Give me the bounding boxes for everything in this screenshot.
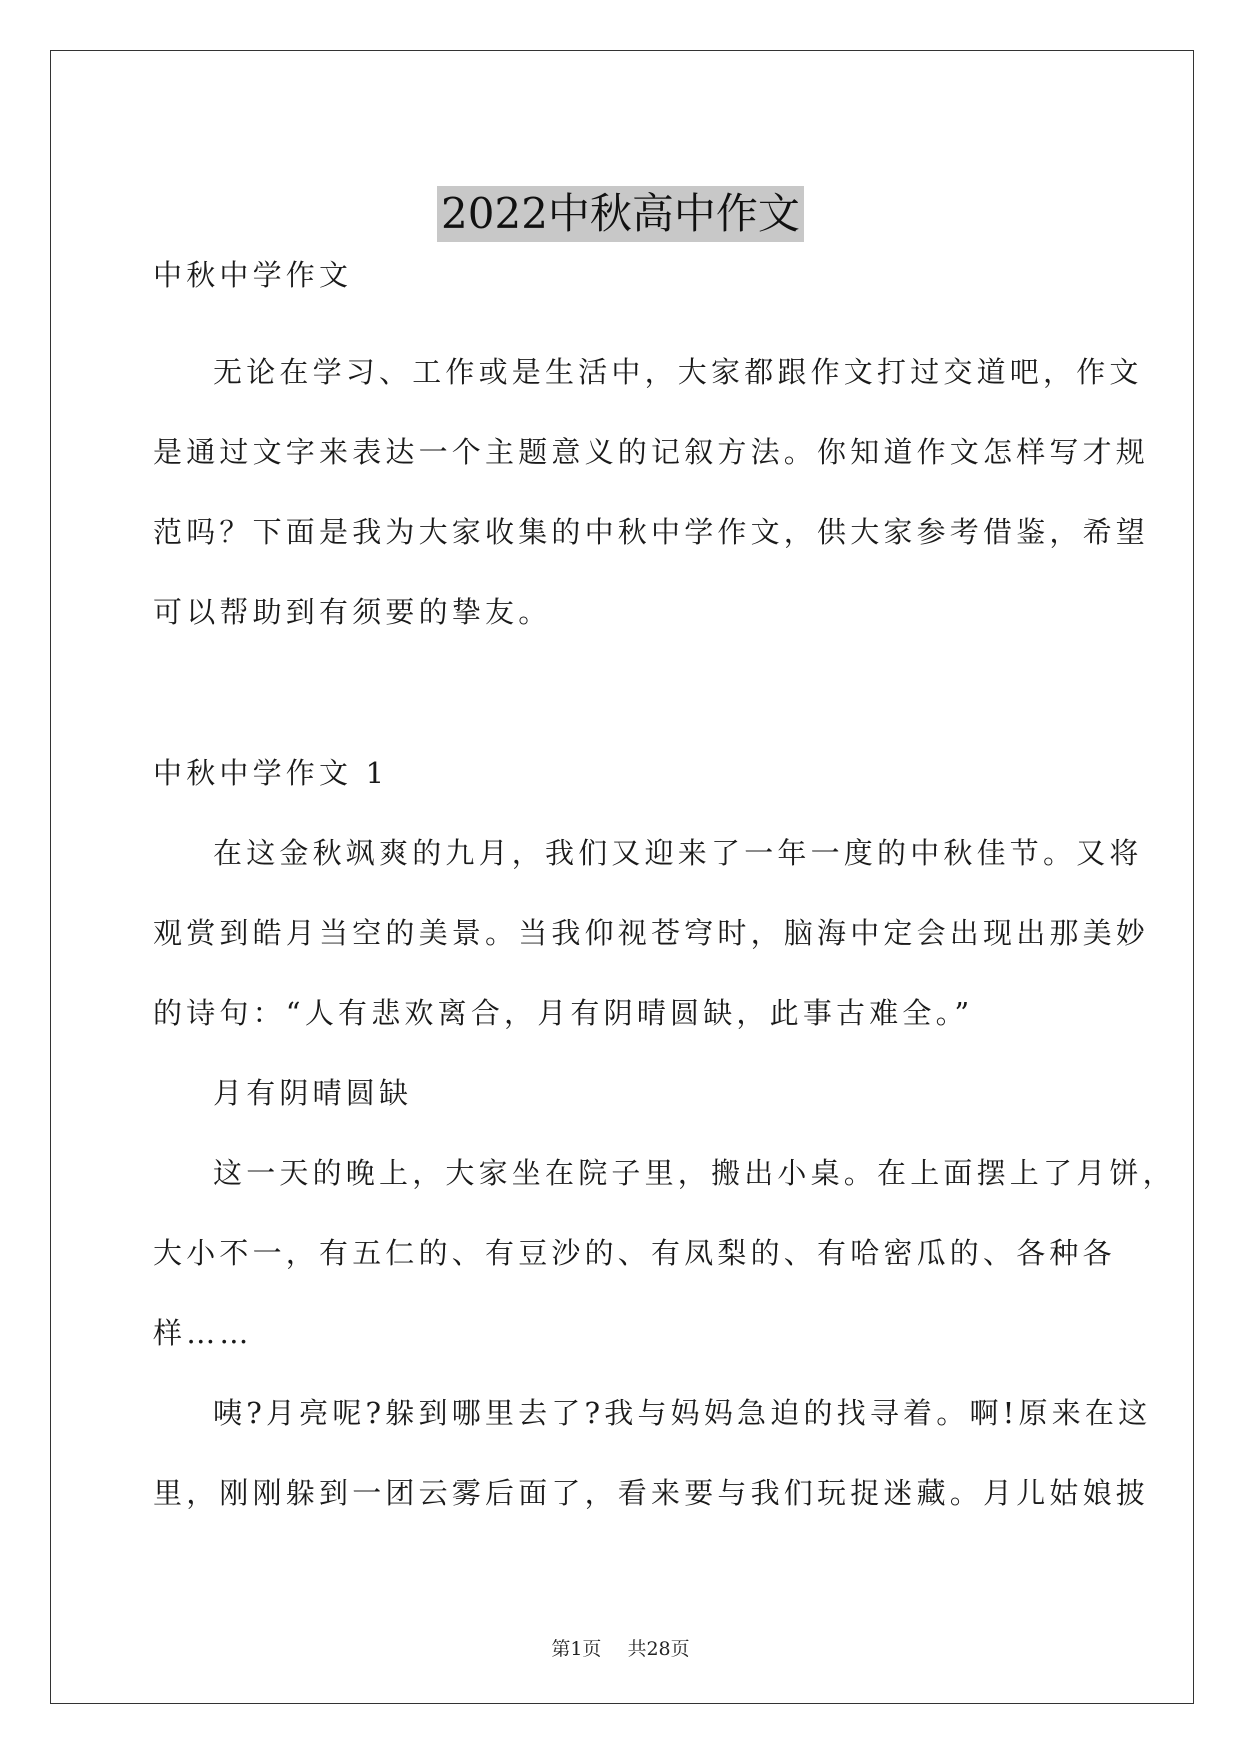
page-number: 第1页: [551, 1638, 602, 1660]
page-total: 共28页: [627, 1638, 690, 1660]
paragraph-line: 可以帮助到有须要的挚友。: [153, 595, 552, 629]
page-border: [50, 50, 1194, 1704]
document-title: 2022中秋高中作文: [437, 186, 804, 242]
paragraph-line: 月有阴晴圆缺: [213, 1076, 413, 1110]
paragraph-line: 的诗句：“人有悲欢离合，月有阴晴圆缺，此事古难全。”: [153, 996, 974, 1030]
paragraph-line: 无论在学习、工作或是生活中，大家都跟作文打过交道吧，作文: [213, 355, 1143, 389]
section-heading: 中秋中学作文 1: [153, 756, 389, 790]
paragraph-line: 大小不一，有五仁的、有豆沙的、有凤梨的、有哈密瓜的、各种各: [153, 1236, 1116, 1270]
title-container: [0, 158, 1241, 270]
paragraph-line: 这一天的晚上，大家坐在院子里，搬出小桌。在上面摆上了月饼，: [213, 1156, 1176, 1190]
paragraph-line: 在这金秋飒爽的九月，我们又迎来了一年一度的中秋佳节。又将: [213, 836, 1143, 870]
paragraph-line: 是通过文字来表达一个主题意义的记叙方法。你知道作文怎样写才规: [153, 435, 1150, 469]
paragraph-line: 样……: [153, 1316, 253, 1350]
paragraph-line: 范吗？下面是我为大家收集的中秋中学作文，供大家参考借鉴，希望: [153, 515, 1150, 549]
paragraph-line: 咦?月亮呢?躲到哪里去了?我与妈妈急迫的找寻着。啊!原来在这: [213, 1396, 1152, 1430]
paragraph-line: 观赏到皓月当空的美景。当我仰视苍穹时，脑海中定会出现出那美妙: [153, 916, 1150, 950]
section-heading: 中秋中学作文: [153, 258, 353, 292]
paragraph-line: 里，刚刚躲到一团云雾后面了，看来要与我们玩捉迷藏。月儿姑娘披: [153, 1476, 1150, 1510]
page-footer: [0, 1637, 1241, 1661]
